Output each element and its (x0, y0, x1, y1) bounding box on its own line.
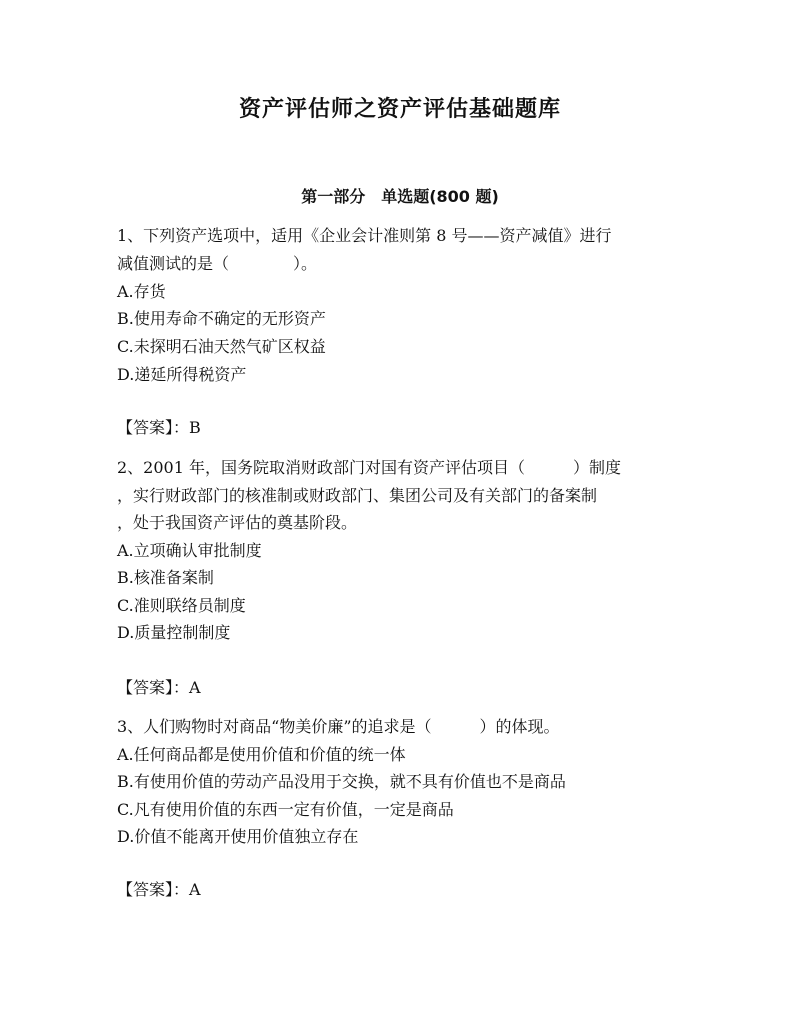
question-1-option-b: B.使用寿命不确定的无形资产 (117, 309, 326, 328)
question-1-stem-line-2: 减值测试的是（ ）。 (117, 254, 318, 273)
question-2-stem-line-3: ，处于我国资产评估的奠基阶段。 (117, 513, 358, 532)
question-2-stem-line-1: 2、2001 年，国务院取消财政部门对国有资产评估项目（ ）制度 (117, 458, 621, 477)
question-3-answer: 【答案】：A (117, 880, 201, 899)
question-1-option-d: D.递延所得税资产 (117, 365, 247, 384)
question-3-option-d: D.价值不能离开使用价值独立存在 (117, 827, 359, 846)
question-3-option-c: C.凡有使用价值的东西一定有价值，一定是商品 (117, 800, 454, 819)
question-2-stem-line-2: ，实行财政部门的核准制或财政部门、集团公司及有关部门的备案制 (117, 486, 598, 505)
question-2-option-a: A.立项确认审批制度 (117, 541, 262, 560)
document-title: 资产评估师之资产评估基础题库 (238, 97, 561, 122)
question-2-option-d: D.质量控制制度 (117, 623, 231, 642)
question-2-option-c: C.准则联络员制度 (117, 596, 246, 615)
question-2-option-b: B.核准备案制 (117, 568, 214, 587)
question-3-option-b: B.有使用价值的劳动产品没用于交换，就不具有价值也不是商品 (117, 772, 566, 791)
section-title: 第一部分 单选题(800 题) (301, 187, 499, 206)
question-3-option-a: A.任何商品都是使用价值和价值的统一体 (117, 745, 406, 764)
question-1-option-a: A.存货 (117, 282, 166, 301)
question-2-answer: 【答案】：A (117, 678, 201, 697)
question-1-stem-line-1: 1、下列资产选项中，适用《企业会计准则第 8 号——资产减值》进行 (117, 226, 612, 245)
question-3-stem-line-1: 3、人们购物时对商品“物美价廉”的追求是（ ）的体现。 (117, 717, 560, 736)
question-1-answer: 【答案】：B (117, 418, 201, 437)
question-1-option-c: C.未探明石油天然气矿区权益 (117, 337, 326, 356)
